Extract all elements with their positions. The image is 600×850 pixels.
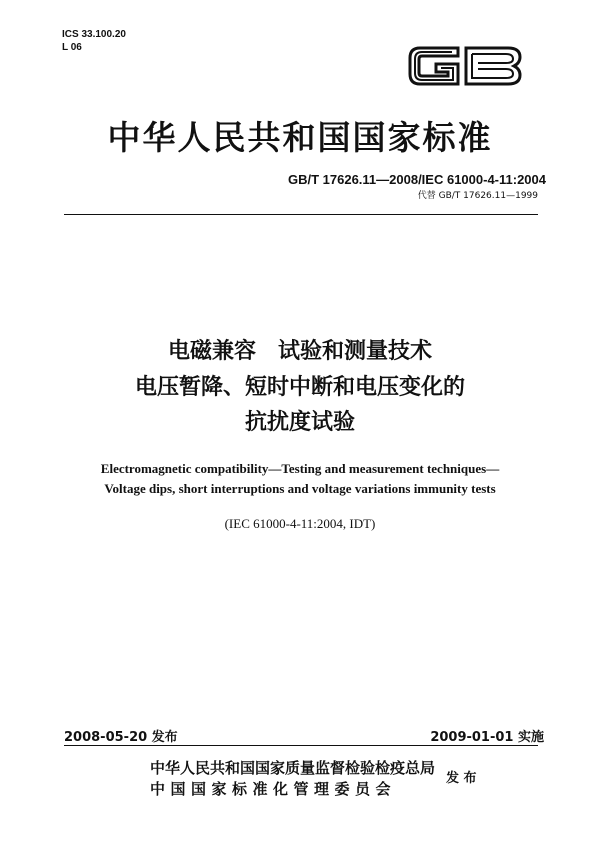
publish-label: 发 布 <box>446 771 477 786</box>
ics-code: ICS 33.100.20 <box>62 29 126 40</box>
issuer-sac: 中国国家标准化管理委员会 <box>150 780 397 798</box>
title-en-line2: Voltage dips, short interruptions and voltage variations immunity tests <box>104 481 496 496</box>
title-en-line1: Electromagnetic compatibility—Testing and measurement techniques— <box>100 461 500 476</box>
issuer-aqsiq: 中华人民共和国国家质量监督检验检疫总局 <box>150 759 436 777</box>
gb-logo-icon <box>406 42 524 90</box>
national-standard-title: 中华人民共和国国家标准 <box>107 118 493 157</box>
footer-divider <box>64 745 538 746</box>
classification-codes <box>62 28 126 54</box>
implementation-date: 2009-01-01 实施 <box>430 730 544 745</box>
ccs-code: L 06 <box>62 42 82 53</box>
title-cn-line3: 抗扰度试验 <box>244 410 355 435</box>
standard-number: GB/T 17626.11—2008/IEC 61000-4-11:2004 <box>287 172 546 187</box>
issue-date: 2008-05-20 发布 <box>64 730 178 745</box>
header-divider <box>64 214 538 215</box>
title-cn-line2: 电压暂降、短时中断和电压变化的 <box>134 375 465 400</box>
replaces-note: 代替 GB/T 17626.11—1999 <box>417 191 538 201</box>
gb-logo <box>406 42 524 90</box>
adoption-note: (IEC 61000-4-11:2004, IDT) <box>224 516 376 531</box>
title-cn-line1: 电磁兼容 试验和测量技术 <box>167 339 432 364</box>
